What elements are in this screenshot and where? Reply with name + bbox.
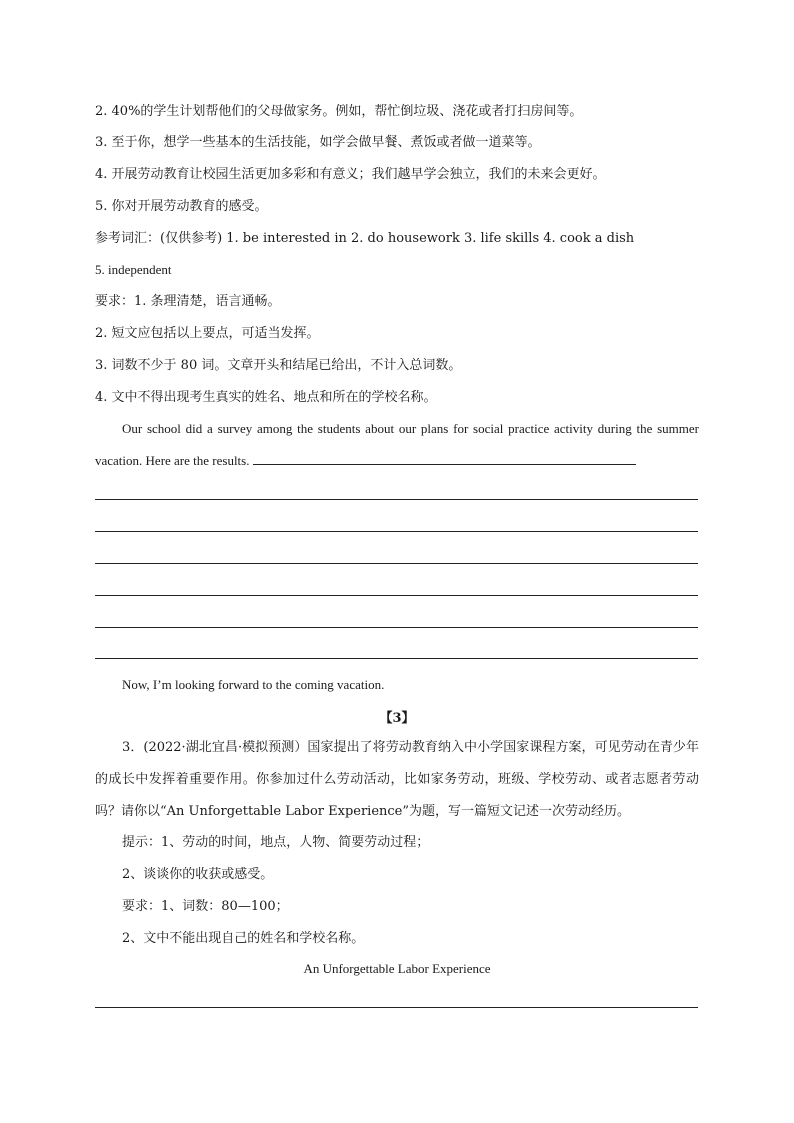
requirement-1: 要求：1. 条理清楚，语言通畅。 xyxy=(95,294,281,309)
answer-line[interactable] xyxy=(95,563,698,564)
question-3-text: 3．(2022·湖北宜昌·模拟预测）国家提出了将劳动教育纳入中小学国家课程方案，可见劳动在青少年的成长中发挥着重要作用。你参加过什么劳动活动，比如家务劳动，班级、学校劳动、或者志愿者劳动吗？请你以“An Unforgettable Labor Experience”为题，写一篇短文记述一次劳动经历。 xyxy=(95,740,699,819)
essay-title: An Unforgettable Labor Experience xyxy=(303,961,491,976)
hint-2: 2、谈谈你的收获或感受。 xyxy=(122,867,274,882)
answer-line[interactable] xyxy=(95,627,698,628)
point-4: 4. 开展劳动教育让校园生活更加多彩和有意义；我们越早学会独立，我们的未来会更好。 xyxy=(95,167,606,182)
requirement-words: 要求：1、词数：80—100； xyxy=(122,899,289,914)
hint-1: 提示：1、劳动的时间，地点，人物、简要劳动过程； xyxy=(122,835,430,850)
requirement-4: 4. 文中不得出现考生真实的姓名、地点和所在的学校名称。 xyxy=(95,390,437,405)
point-2: 2. 40%的学生计划帮他们的父母做家务。例如，帮忙倒垃圾、浇花或者打扫房间等。 xyxy=(95,104,583,119)
answer-blank-inline[interactable] xyxy=(253,452,636,465)
section-heading: 【3】 xyxy=(379,711,415,726)
essay-opening-text: Our school did a survey among the students about our plans for social practice activity during the summer vacation. Here are the results. xyxy=(95,421,699,468)
answer-line[interactable] xyxy=(95,658,698,659)
answer-line[interactable] xyxy=(95,531,698,532)
essay-opening xyxy=(95,413,699,477)
requirement-2: 2. 短文应包括以上要点，可适当发挥。 xyxy=(95,326,320,341)
answer-line[interactable] xyxy=(95,1007,698,1008)
vocab-line-2: 5. independent xyxy=(95,262,172,277)
question-3-prompt xyxy=(95,732,699,828)
answer-line[interactable] xyxy=(95,499,698,500)
point-5: 5. 你对开展劳动教育的感受。 xyxy=(95,199,268,214)
point-3: 3. 至于你，想学一些基本的生活技能，如学会做早餐、煮饭或者做一道菜等。 xyxy=(95,135,541,150)
requirement-3: 3. 词数不少于 80 词。文章开头和结尾已给出，不计入总词数。 xyxy=(95,358,462,373)
answer-line[interactable] xyxy=(95,595,698,596)
vocab-line-1: 参考词汇：(仅供参考) 1. be interested in 2. do housework 3. life skills 4. cook a dish xyxy=(95,231,635,246)
requirement-names: 2、文中不能出现自己的姓名和学校名称。 xyxy=(122,931,365,946)
essay-closing: Now, I’m looking forward to the coming vacation. xyxy=(122,677,385,692)
